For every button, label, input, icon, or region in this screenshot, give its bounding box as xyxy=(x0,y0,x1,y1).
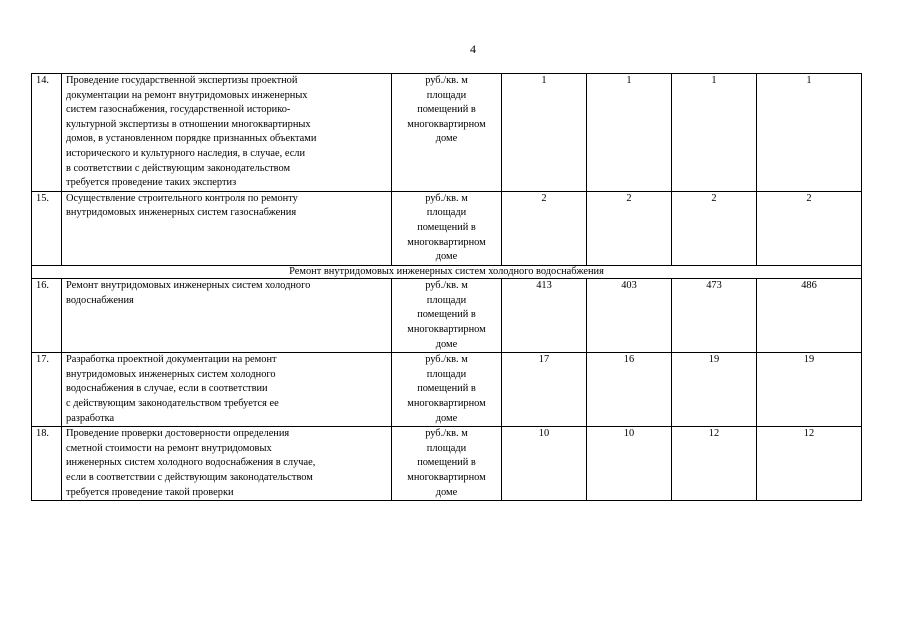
description-line: если в соответствии с действующим законодательством xyxy=(66,471,313,483)
unit-line: руб./кв. м xyxy=(425,280,468,292)
description-line: Проведение государственной экспертизы проектной xyxy=(66,75,298,86)
value-cell-1: 10 xyxy=(502,427,587,501)
description-line: внутридомовых инженерных систем холодного xyxy=(66,368,276,380)
value-cell-2: 403 xyxy=(587,279,672,353)
value-cell-1: 17 xyxy=(502,353,587,427)
unit-line: руб./кв. м xyxy=(425,354,468,366)
tariff-table xyxy=(31,73,862,501)
table-body-gas xyxy=(32,74,862,266)
unit-line: многоквартирном xyxy=(407,118,486,130)
section-header-body xyxy=(32,265,862,279)
unit-line: помещений в xyxy=(417,383,476,395)
unit-line: помещений в xyxy=(417,104,476,116)
value-cell-3: 2 xyxy=(672,191,757,265)
description-line: культурной экспертизы в отношении многоквартирных xyxy=(66,118,311,130)
row-number: 16. xyxy=(32,279,62,353)
work-description xyxy=(62,427,392,501)
unit-line: руб./кв. м xyxy=(425,428,468,440)
description-line: требуется проведение таких экспертиз xyxy=(66,177,237,189)
unit-line: площади xyxy=(426,89,467,101)
value-cell-4: 1 xyxy=(757,74,862,192)
description-line: документации на ремонт внутридомовых инженерных xyxy=(66,89,308,101)
value-cell-4: 12 xyxy=(757,427,862,501)
work-description xyxy=(62,353,392,427)
description-line: требуется проведение такой проверки xyxy=(66,486,234,498)
unit-line: площади xyxy=(426,294,467,306)
work-description xyxy=(62,74,392,192)
value-cell-2: 10 xyxy=(587,427,672,501)
unit-line: многоквартирном xyxy=(407,471,486,483)
unit-of-measure xyxy=(392,353,502,427)
unit-line: доме xyxy=(435,486,458,498)
value-cell-3: 1 xyxy=(672,74,757,192)
section-header-row xyxy=(32,265,862,279)
description-line: домов, в установленном порядке признанных объектами xyxy=(66,133,317,145)
description-line: инженерных систем холодного водоснабжения в случае, xyxy=(66,457,316,469)
description-line: Проведение проверки достоверности определения xyxy=(66,428,290,440)
unit-line: многоквартирном xyxy=(407,324,486,335)
description-line: систем газоснабжения, государственной историко- xyxy=(66,104,291,116)
description-line: Разработка проектной документации на ремонт xyxy=(66,354,277,366)
value-cell-2: 1 xyxy=(587,74,672,192)
value-cell-3: 12 xyxy=(672,427,757,501)
unit-line: доме xyxy=(435,251,458,263)
value-cell-4: 19 xyxy=(757,353,862,427)
unit-line: многоквартирном xyxy=(407,397,486,409)
value-cell-1: 413 xyxy=(502,279,587,353)
work-description xyxy=(62,279,392,353)
unit-line: площади xyxy=(426,207,467,219)
value-cell-2: 16 xyxy=(587,353,672,427)
description-line: разработка xyxy=(66,412,115,424)
description-line: Осуществление строительного контроля по ремонту xyxy=(66,192,298,204)
description-line: исторического и культурного наследия, в случае, если xyxy=(66,147,306,159)
description-line: Ремонт внутридомовых инженерных систем холодного xyxy=(66,280,311,292)
description-line: сметной стоимости на ремонт внутридомовых xyxy=(66,442,272,454)
table-row xyxy=(32,279,862,353)
value-cell-3: 473 xyxy=(672,279,757,353)
table-row xyxy=(32,427,862,501)
unit-line: площади xyxy=(426,442,467,454)
unit-line: руб./кв. м xyxy=(425,75,468,86)
unit-of-measure xyxy=(392,191,502,265)
description-line: с действующим законодательством требуется ее xyxy=(66,397,279,409)
table-row xyxy=(32,353,862,427)
description-line: в соответствии с действующим законодательством xyxy=(66,162,291,174)
unit-of-measure xyxy=(392,74,502,192)
unit-line: площади xyxy=(426,368,467,380)
value-cell-4: 486 xyxy=(757,279,862,353)
row-number: 18. xyxy=(32,427,62,501)
description-line: водоснабжения в случае, если в соответствии xyxy=(66,383,268,395)
page-number: 4 xyxy=(470,42,476,56)
unit-line: доме xyxy=(435,338,458,350)
description-line: внутридомовых инженерных систем газоснабжения xyxy=(66,207,297,219)
unit-line: многоквартирном xyxy=(407,236,486,248)
unit-line: помещений в xyxy=(417,309,476,321)
unit-of-measure xyxy=(392,427,502,501)
unit-line: доме xyxy=(435,412,458,424)
description-line: водоснабжения xyxy=(66,294,134,306)
table-row xyxy=(32,191,862,265)
unit-line: доме xyxy=(435,133,458,145)
unit-line: руб./кв. м xyxy=(425,192,468,204)
unit-line: помещений в xyxy=(417,221,476,233)
value-cell-1: 2 xyxy=(502,191,587,265)
value-cell-2: 2 xyxy=(587,191,672,265)
unit-line: помещений в xyxy=(417,457,476,469)
value-cell-1: 1 xyxy=(502,74,587,192)
table-row xyxy=(32,74,862,192)
section-title: Ремонт внутридомовых инженерных систем холодного водоснабжения xyxy=(32,265,862,279)
value-cell-4: 2 xyxy=(757,191,862,265)
unit-of-measure xyxy=(392,279,502,353)
work-description xyxy=(62,191,392,265)
value-cell-3: 19 xyxy=(672,353,757,427)
table-body-cold-water xyxy=(32,279,862,501)
row-number: 14. xyxy=(32,74,62,192)
row-number: 15. xyxy=(32,191,62,265)
row-number: 17. xyxy=(32,353,62,427)
